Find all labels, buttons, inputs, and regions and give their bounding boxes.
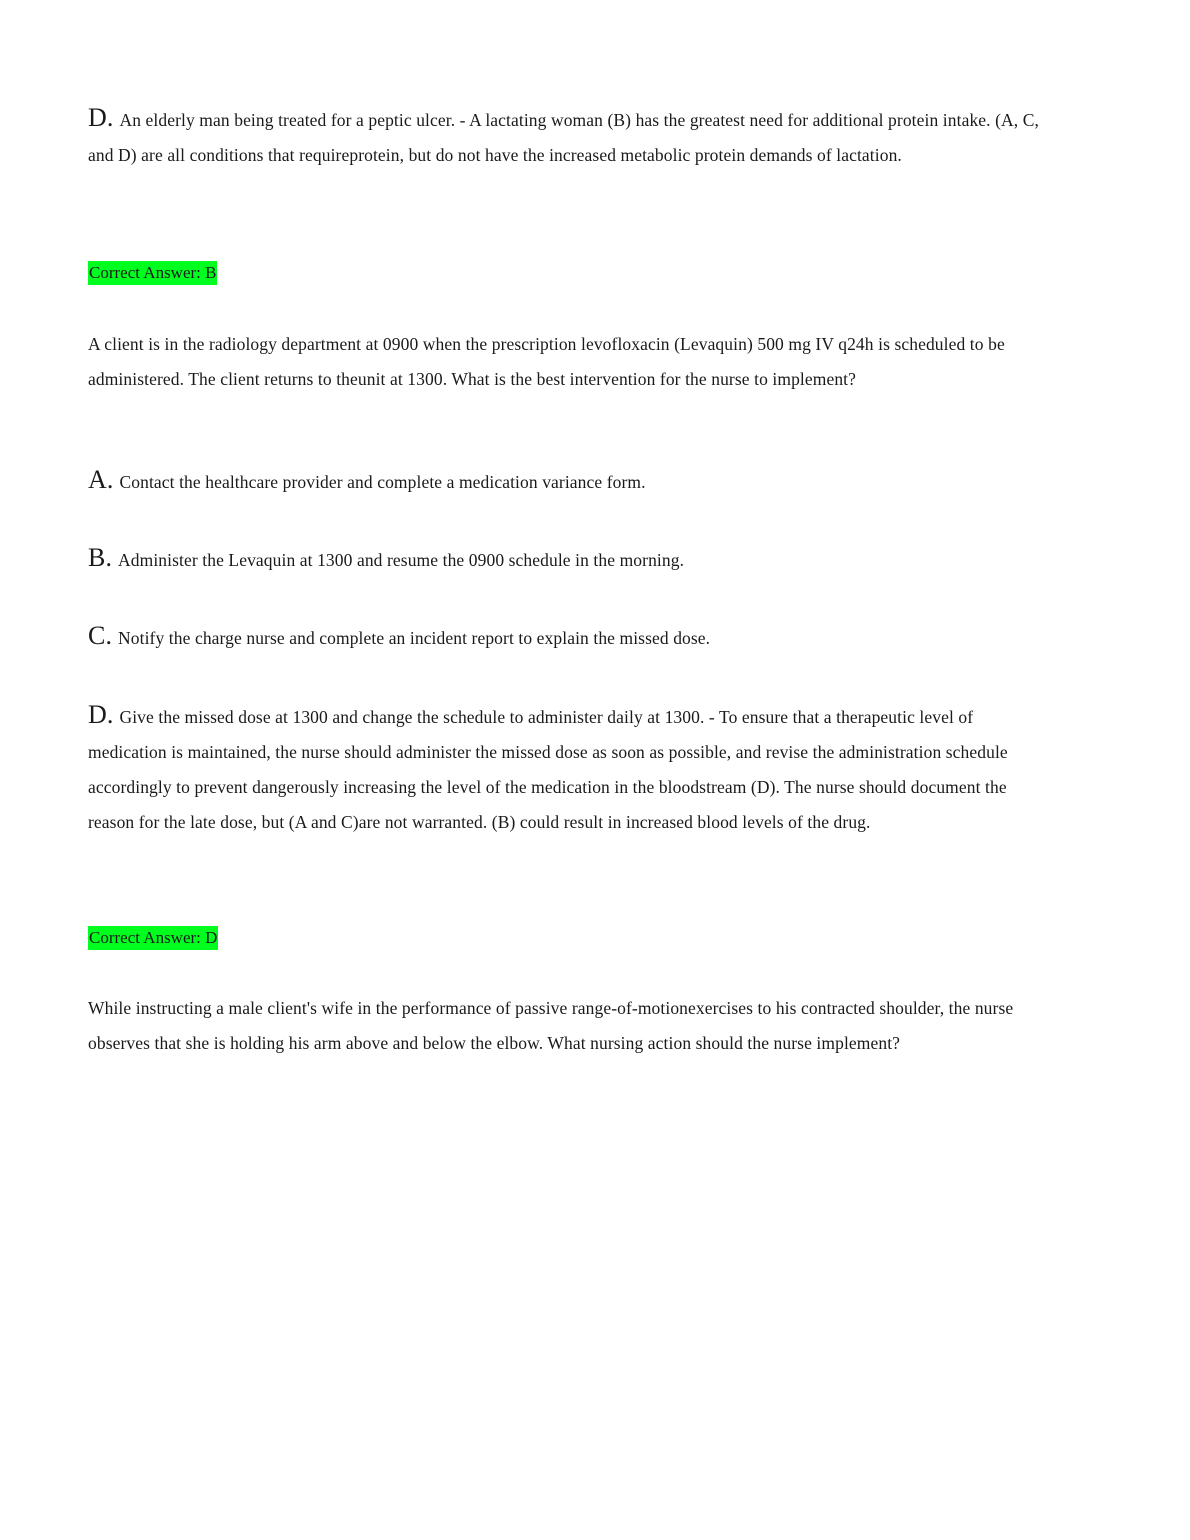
option-d-rationale: [88, 697, 1048, 840]
option-a: [88, 462, 1048, 500]
question-text: While instructing a male client's wife in the performance of passive range-of-motionexercises to his contracted shoulder, the nurse observes that she is holding his arm above and below the elbow. What nursing action should the nurse implement?: [88, 998, 1014, 1053]
option-text: An elderly man being treated for a peptic ulcer. - A lactating woman (B) has the greatest need for additional protein intake. (A, C, and D) are all conditions that requireprotein, but do not have the increased metabolic protein demands of lactation.: [88, 110, 1039, 165]
option-c: [88, 618, 1048, 656]
option-text: Notify the charge nurse and complete an incident report to explain the missed dose.: [118, 628, 711, 648]
option-text: Contact the healthcare provider and complete a medication variance form.: [119, 472, 646, 492]
option-text: Administer the Levaquin at 1300 and resume the 0900 schedule in the morning.: [118, 550, 685, 570]
option-letter: C.: [88, 621, 113, 650]
question-text: A client is in the radiology department at 0900 when the prescription levofloxacin (Levaquin) 500 mg IV q24h is scheduled to be administered. The client returns to theunit at 1300. What is the best intervention for the nurse to implement?: [88, 334, 1005, 389]
option-text: Give the missed dose at 1300 and change the schedule to administer daily at 1300. - To ensure that a therapeutic level of medication is maintained, the nurse should administer the missed dose as soon as possible, and revise the administration schedule accordingly to prevent dangerously increasing the level of the medication in the bloodstream (D). The nurse should document the reason for the late dose, but (A and C)are not warranted. (B) could result in increased blood levels of the drug.: [88, 707, 1008, 832]
correct-answer-highlight: Correct Answer: D: [88, 926, 218, 950]
option-d-rationale: [88, 100, 1048, 173]
option-letter: A.: [88, 465, 114, 494]
option-letter: D.: [88, 700, 114, 729]
option-letter: B.: [88, 543, 113, 572]
option-letter: D.: [88, 103, 114, 132]
option-b: [88, 540, 1048, 578]
correct-answer-highlight: Correct Answer: B: [88, 261, 217, 285]
